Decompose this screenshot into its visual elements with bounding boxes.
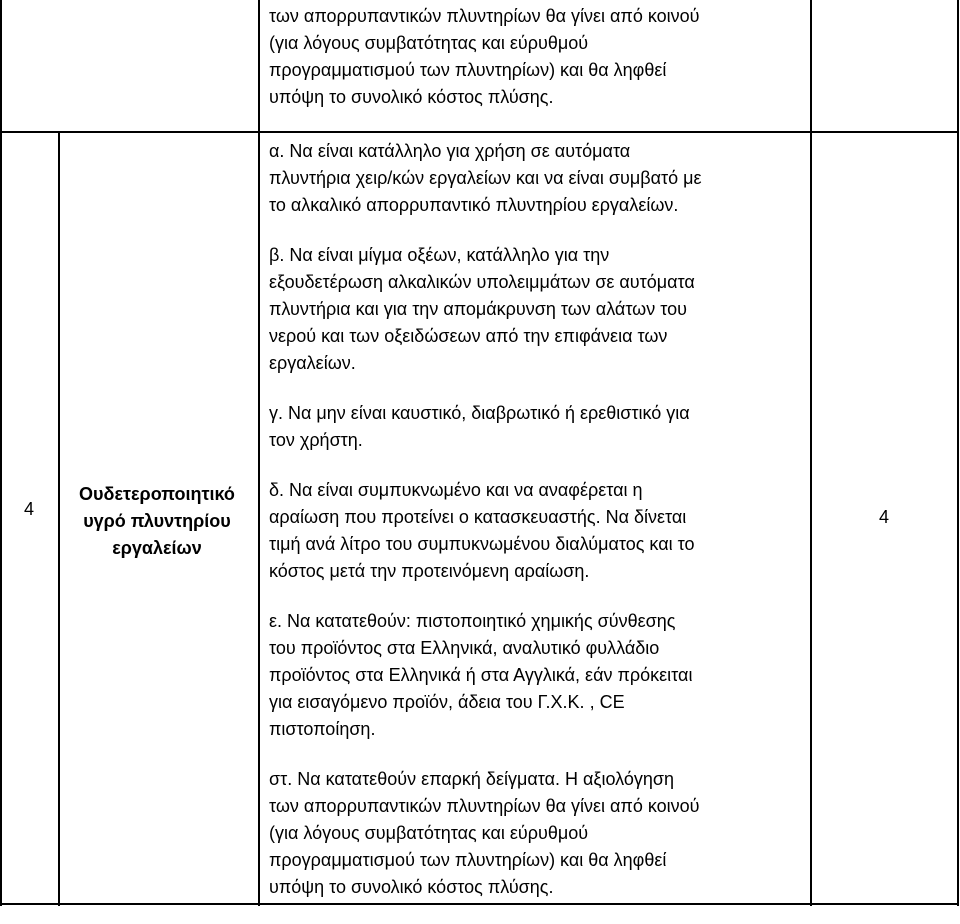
table-border-left xyxy=(0,0,2,906)
requirement-item: β. Να είναι μίγμα οξέων, κατάλληλο για την εξουδετέρωση αλκαλικών υπολειμμάτων σε αυτόματα πλυντήρια και για την απομάκρυνση των αλάτων του νερού και των οξειδώσεων από την επιφάνεια των εργαλείων. xyxy=(269,245,695,373)
product-title: Ουδετεροποιητικό υγρό πλυντηρίου εργαλείων xyxy=(79,484,235,558)
column-divider-2 xyxy=(258,0,260,906)
requirement-item: στ. Να κατατεθούν επαρκή δείγματα. Η αξιολόγηση των απορρυπαντικών πλυντηρίων θα γίνει από κοινού (για λόγους συμβατότητας και εύρυθμού προγραμματισμού των πλυντηρίων) και θα ληφθεί υπόψη το συνολικό κόστος πλύσης. xyxy=(269,769,700,897)
row-quantity: 4 xyxy=(878,507,889,527)
column-divider-3 xyxy=(810,0,812,906)
requirement-item: δ. Να είναι συμπυκνωμένο και να αναφέρεται η αραίωση που προτείνει ο κατασκευαστής. Να δίνεται τιμή ανά λίτρο του συμπυκνωμένου διαλύματος και το κόστος μετά την προτεινόμενη αραίωση. xyxy=(269,480,695,581)
row-divider xyxy=(0,131,959,133)
column-divider-1 xyxy=(58,132,60,906)
requirement-item: ε. Να κατατεθούν: πιστοποιητικό χημικής σύνθεσης του προϊόντος στα Ελληνικά, αναλυτικό φυλλάδιο προϊόντος στα Ελληνικά ή στα Αγγλικά, εάν πρόκειται για εισαγόμενο προϊόν, άδεια του Γ.Χ.Κ. , CE πιστοποίηση. xyxy=(269,611,693,739)
requirement-item: γ. Να μην είναι καυστικό, διαβρωτικό ή ερεθιστικό για τον χρήστη. xyxy=(269,403,690,450)
previous-row-text: των απορρυπαντικών πλυντηρίων θα γίνει από κοινού (για λόγους συμβατότητας και εύρυθμού προγραμματισμού των πλυντηρίων) και θα ληφθεί υπόψη το συνολικό κόστος πλύσης. xyxy=(269,6,700,107)
requirement-item: α. Να είναι κατάλληλο για χρήση σε αυτόματα πλυντήρια χειρ/κών εργαλείων και να είναι συμβατό με το αλκαλικό απορρυπαντικό πλυντηρίου εργαλείων. xyxy=(269,141,702,215)
table-border-right xyxy=(957,0,959,906)
row-number: 4 xyxy=(23,499,34,519)
requirements-list xyxy=(269,138,809,924)
